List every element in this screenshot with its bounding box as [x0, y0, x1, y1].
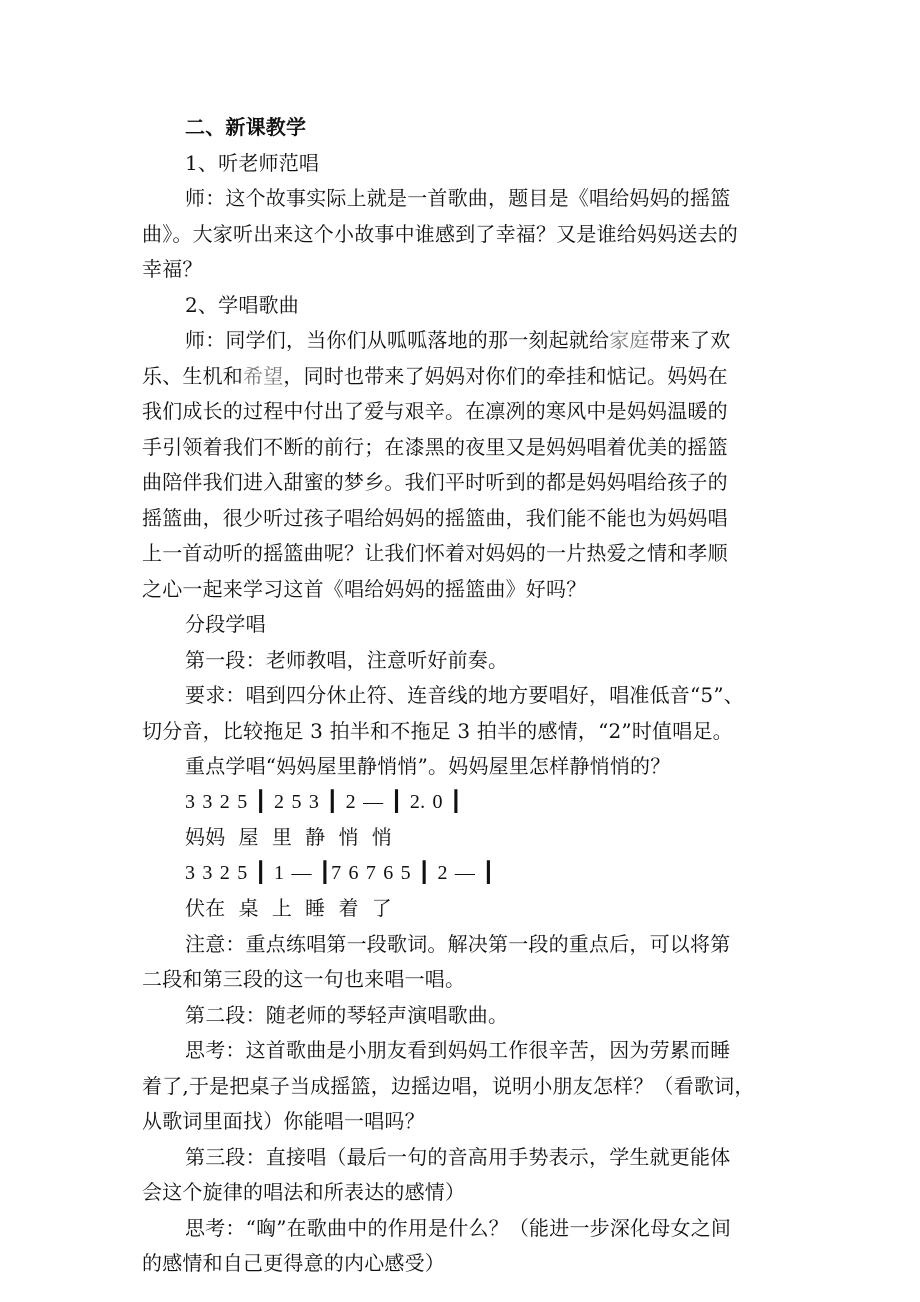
paragraph-line: 着了,于是把桌子当成摇篮，边摇边唱，说明小朋友怎样？（看歌词， — [142, 1073, 755, 1098]
paragraph-line: 注意：重点练唱第一段歌词。解决第一段的重点后，可以将第 — [185, 931, 731, 956]
paragraph-line: 师：这个故事实际上就是一首歌曲，题目是《唱给妈妈的摇篮 — [185, 186, 731, 210]
paragraph-line: 幸福？ — [142, 257, 203, 281]
text-span: ，同时也带来了妈妈对你们的牵挂和惦记。妈妈在 — [283, 363, 728, 388]
paragraph-line: 摇篮曲，很少听过孩子唱给妈妈的摇篮曲，我们能不能也为妈妈唱 — [142, 505, 728, 530]
paragraph-line: 我们成长的过程中付出了爱与艰辛。在凛冽的寒风中是妈妈温暖的 — [142, 399, 728, 423]
paragraph-line: 第一段：老师教唱，注意听好前奏。 — [185, 647, 509, 672]
text-span: 师：同学们，当你们从呱呱落地的那一刻起就给 — [185, 328, 610, 352]
paragraph-line: 曲陪伴我们进入甜蜜的梦乡。我们平时听到的都是妈妈唱给孩子的 — [142, 470, 728, 494]
music-notation-line: 3 3 2 5 ┃ 2 5 3 ┃ 2 — ┃ 2. 0 ┃ — [185, 790, 463, 813]
lyrics-line: 妈妈 屋 里 静 悄 悄 — [185, 825, 392, 849]
paragraph-line: 思考：“哅”在歌曲中的作用是什么？（能进一步深化母女之间 — [185, 1215, 732, 1240]
paragraph-line: 第二段：随老师的琴轻声演唱歌曲。 — [185, 1002, 509, 1027]
text-span: 乐、生机和 — [142, 363, 243, 388]
paragraph-line: 第三段：直接唱（最后一句的音高用手势表示，学生就更能体 — [185, 1144, 731, 1169]
paragraph-line: 会这个旋律的唱法和所表达的感情） — [142, 1180, 466, 1204]
paragraph-line — [142, 359, 782, 395]
paragraph-line: 从歌词里面找）你能唱一唱吗？ — [142, 1109, 425, 1133]
paragraph-line: 切分音，比较拖足 3 拍半和不拖足 3 拍半的感情，“2”时值唱足。 — [142, 718, 733, 743]
paragraph-line: 曲》。大家听出来这个小故事中谁感到了幸福？又是谁给妈妈送去的 — [142, 221, 738, 246]
paragraph-line: 的感情和自己更得意的内心感受） — [142, 1251, 445, 1275]
subheading-listen: 1、听老师范唱 — [185, 150, 320, 175]
text-span: 带来了欢 — [649, 328, 731, 352]
paragraph-line: 要求：唱到四分休止符、连音线的地方要唱好，唱准低音“5”、 — [185, 683, 744, 707]
highlight-link-text: 希望 — [243, 363, 284, 388]
highlight-link-text: 家庭 — [609, 328, 650, 352]
music-notation-line: 3 3 2 5 ┃ 1 — ┃7 6 7 6 5 ┃ 2 — ┃ — [185, 861, 495, 884]
paragraph-line: 之心一起来学习这首《唱给妈妈的摇篮曲》好吗？ — [142, 576, 587, 601]
paragraph-line: 手引领着我们不断的前行；在漆黑的夜里又是妈妈唱着优美的摇篮 — [142, 434, 728, 459]
paragraph-line: 上一首动听的摇篮曲呢？让我们怀着对妈妈的一片热爱之情和孝顺 — [142, 541, 728, 565]
document-body — [142, 110, 782, 1282]
section-heading: 二、新课教学 — [185, 115, 307, 139]
lyrics-line: 伏在 桌 上 睡 着 了 — [185, 896, 392, 920]
paragraph-line: 重点学唱“妈妈屋里静悄悄”。妈妈屋里怎样静悄悄的？ — [185, 754, 671, 778]
paragraph-line — [142, 323, 782, 359]
subheading-learn: 2、学唱歌曲 — [185, 292, 299, 317]
paragraph-line: 二段和第三段的这一句也来唱一唱。 — [142, 967, 466, 991]
subheading-sections: 分段学唱 — [185, 612, 266, 636]
paragraph-line: 思考：这首歌曲是小朋友看到妈妈工作很辛苦，因为劳累而睡 — [185, 1038, 731, 1062]
